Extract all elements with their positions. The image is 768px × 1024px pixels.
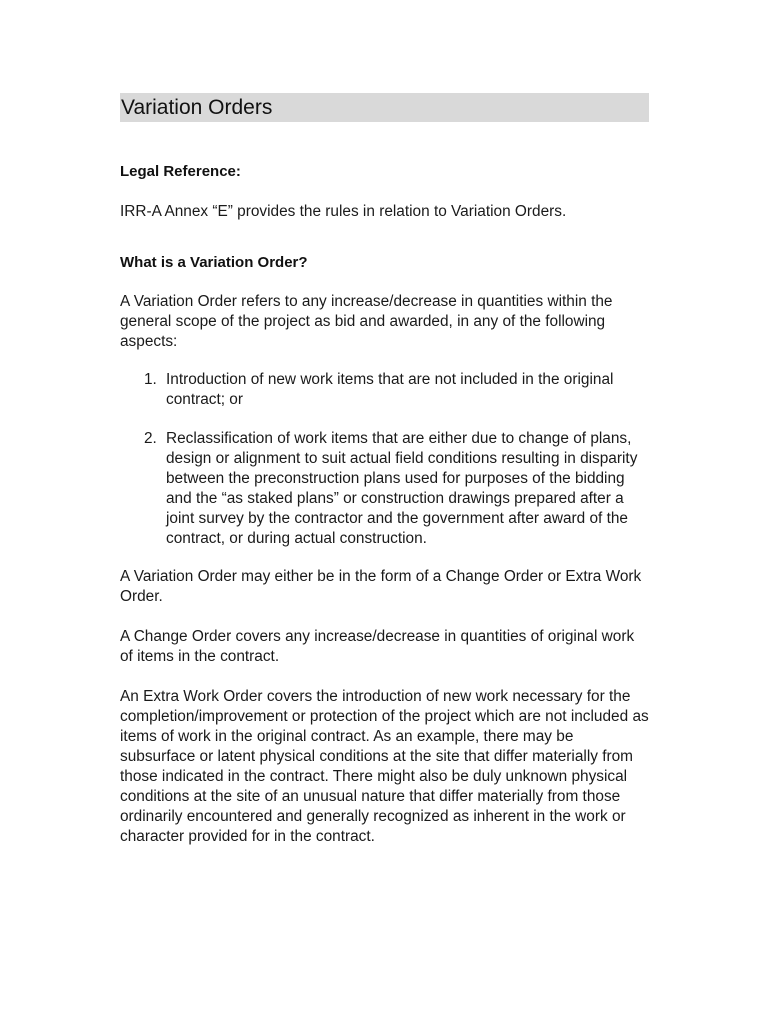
aspects-list [120, 370, 650, 549]
list-item-number: 1. [144, 371, 157, 388]
list-item [120, 370, 650, 410]
list-item-number: 2. [144, 430, 157, 447]
legal-reference-heading: Legal Reference: [120, 163, 241, 180]
list-item-text: Introduction of new work items that are not included in the original contract; or [166, 371, 614, 408]
document-title: Variation Orders [121, 96, 273, 119]
variation-form-paragraph: A Variation Order may either be in the form of a Change Order or Extra Work Order. [120, 568, 642, 605]
legal-reference-text: IRR-A Annex “E” provides the rules in relation to Variation Orders. [120, 203, 567, 220]
list-item-text: Reclassification of work items that are either due to change of plans, design or alignment to suit actual field conditions resulting in disparity between the preconstruction plans used for purposes of the bidding and the “as staked plans” or construction drawings prepared after a joint survey by the contractor and the government after award of the contract, or during actual construction. [166, 430, 638, 547]
change-order-paragraph: A Change Order covers any increase/decrease in quantities of original work of items in the contract. [120, 628, 635, 665]
what-is-heading: What is a Variation Order? [120, 254, 308, 271]
document-page [120, 93, 650, 847]
definition-paragraph: A Variation Order refers to any increase/decrease in quantities within the general scope of the project as bid and awarded, in any of the following aspects: [120, 293, 613, 350]
list-item [120, 429, 650, 549]
title-bar [120, 93, 649, 122]
extra-work-order-paragraph: An Extra Work Order covers the introduction of new work necessary for the completion/improvement or protection of the project which are not included as items of work in the original contract. As an example, there may be subsurface or latent physical conditions at the site that differ materially from those indicated in the contract. There might also be duly unknown physical conditions at the site of an unusual nature that differ materially from those ordinarily encountered and generally recognized as inherent in the work or character provided for in the contract. [120, 688, 649, 845]
